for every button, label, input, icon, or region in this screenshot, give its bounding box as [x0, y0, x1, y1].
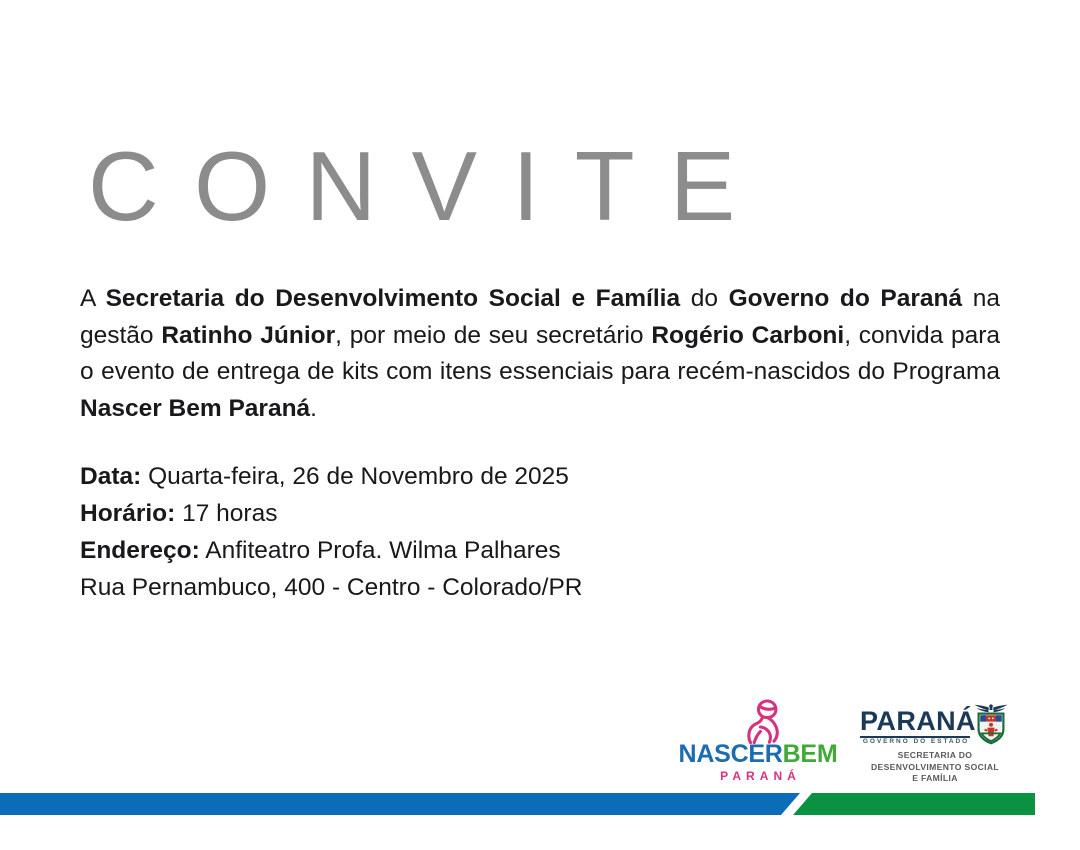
paragraph-emphasis: Governo do Paraná — [728, 285, 963, 312]
bem-word: BEM — [782, 740, 838, 768]
paragraph-text: na gestão — [80, 285, 1001, 349]
detail-value: Quarta-feira, 26 de Novembro de 2025 — [148, 463, 569, 490]
secretaria-line-2: DESENVOLVIMENTO SOCIAL — [870, 761, 1000, 772]
paragraph-emphasis: Nascer Bem Paraná — [80, 394, 311, 422]
detail-line — [80, 532, 780, 569]
paragraph-text: , convida para o evento de entrega de kits com itens essenciais para recém-nascidos do Programa — [80, 321, 1001, 386]
detail-line — [80, 569, 780, 606]
invitation-body — [80, 281, 1000, 427]
event-details — [80, 458, 780, 606]
page-title: CONVITE — [88, 131, 771, 241]
detail-line — [80, 458, 780, 495]
detail-value: 17 horas — [182, 500, 278, 527]
detail-label: Data: — [80, 463, 142, 490]
paragraph-emphasis: Ratinho Júnior — [161, 321, 336, 349]
paragraph-text: A — [80, 285, 106, 312]
logo-row — [670, 698, 1020, 784]
detail-label: Horário: — [80, 500, 176, 527]
nascer-bem-wordmark — [678, 742, 838, 767]
governo-tagline: GOVERNO DO ESTADO — [862, 738, 970, 745]
paragraph-emphasis: Secretaria do Desenvolvimento Social e Família — [105, 285, 681, 312]
secretaria-line-1: SECRETARIA DO — [897, 750, 973, 760]
detail-value: Rua Pernambuco, 400 - Centro - Colorado/PR — [80, 574, 583, 601]
governo-logo-top — [860, 702, 1010, 746]
governo-parana-logo — [860, 702, 1010, 784]
paragraph-text: . — [310, 394, 317, 422]
parana-coat-of-arms-icon — [972, 700, 1010, 746]
governo-state-name: PARANÁ — [860, 706, 976, 736]
paragraph-text: do — [680, 285, 729, 312]
invitation-paragraph — [80, 281, 1000, 427]
paragraph-emphasis: Rogério Carboni — [651, 321, 845, 349]
nascer-word: NASCER — [678, 740, 783, 768]
nascer-bem-subtitle: PARANÁ — [720, 769, 801, 783]
secretaria-label — [860, 750, 1010, 785]
secretaria-line-3: E FAMÍLIA — [912, 773, 958, 783]
detail-value: Anfiteatro Profa. Wilma Palhares — [205, 537, 561, 564]
paragraph-text: , por meio de seu secretário — [335, 321, 652, 349]
detail-label: Endereço: — [80, 537, 200, 564]
detail-line — [80, 495, 780, 532]
nascer-bem-logo — [678, 698, 838, 784]
footer-bar — [0, 793, 1080, 815]
pregnant-woman-icon — [736, 698, 788, 744]
